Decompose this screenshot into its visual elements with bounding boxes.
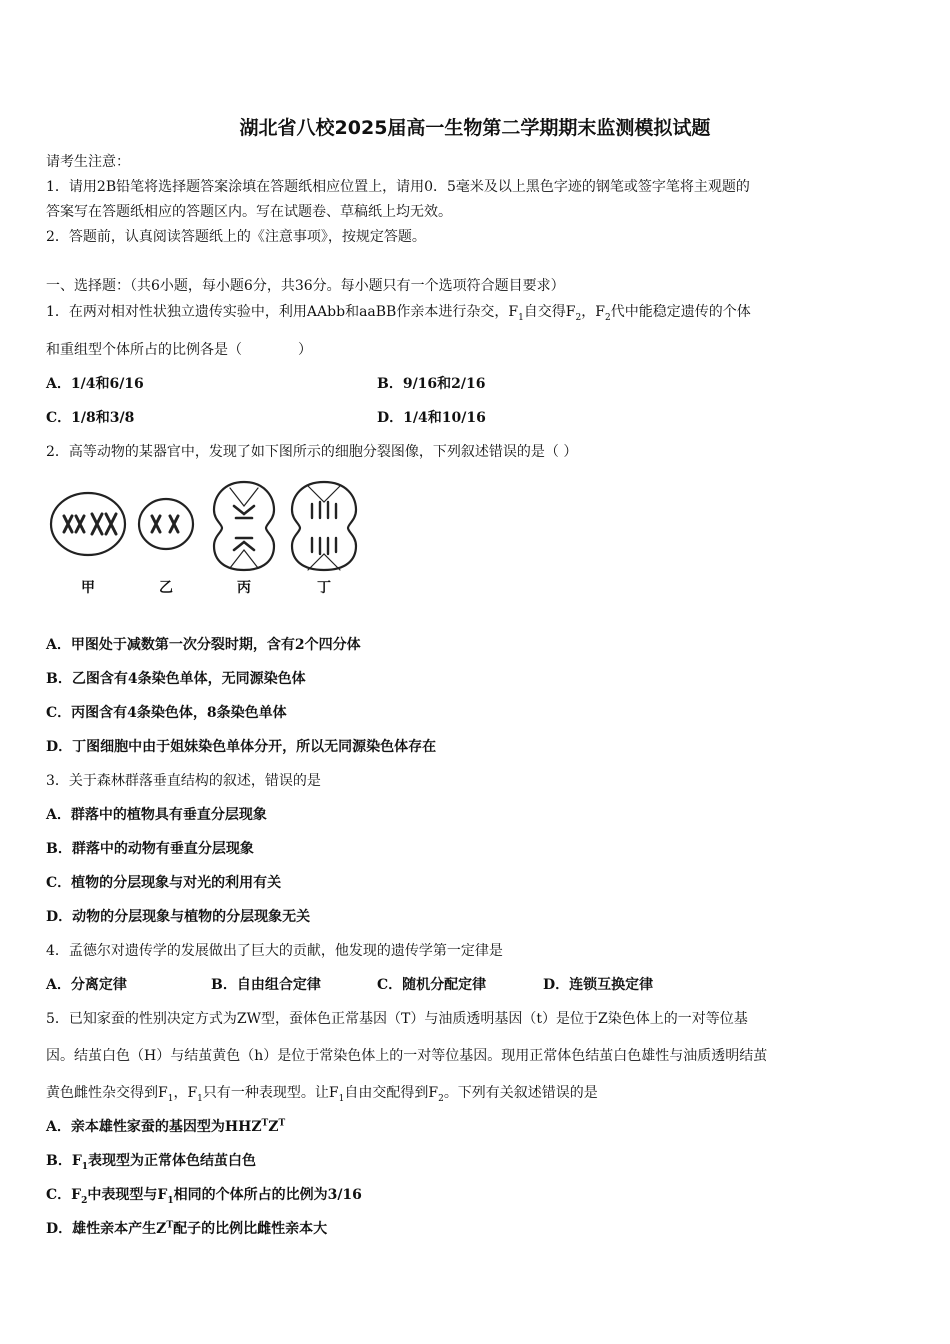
question-5-stem-line-3: 黄色雌性杂交得到$F_1$，$F_1$只有一种表现型。让$F_1$自由交配得到$F_2$。下列有关叙述错误的是 [46,1085,598,1104]
figure-label-ding: 丁 [317,580,331,596]
question-3-stem: 3．关于森林群落垂直结构的叙述，错误的是 [46,773,321,789]
cell-yi [139,499,193,549]
q5-option-a[interactable]: A．亲本雄性家蚕的基因型为$HHZ^TZ^T$ [46,1118,286,1135]
cell-ding [292,482,356,570]
q4-option-a[interactable]: A．分离定律 [46,977,127,993]
q1-option-b[interactable]: B．9/16和2/16 [377,376,486,392]
figure-label-jia: 甲 [81,580,95,596]
q4-option-c[interactable]: C．随机分配定律 [377,977,487,993]
question-number: 5． [46,1011,69,1027]
question-number: 3． [46,773,69,789]
q2-option-b[interactable]: B．乙图含有4条染色单体，无同源染色体 [46,671,306,687]
q5-option-b[interactable]: B．$F_1$表现型为正常体色结茧白色 [46,1153,257,1172]
question-5-stem: 5．已知家蚕的性别决定方式为ZW型，蚕体色正常基因（T）与油质透明基因（t）是位于Z染色体上的一对等位基 [46,1011,748,1027]
question-1-stem: 1．在两对相对性状独立遗传实验中，利用AAbb和aaBB作亲本进行杂交，$F_1$自交得$F_2$，$F_2$代中能稳定遗传的个体 [46,304,751,323]
q3-option-c[interactable]: C．植物的分层现象与对光的利用有关 [46,875,282,891]
notice-heading: 请考生注意： [46,154,130,170]
cell-division-figure [44,478,364,598]
q2-option-c[interactable]: C．丙图含有4条染色体，8条染色单体 [46,705,287,721]
q1-option-d[interactable]: D．1/4和10/16 [377,410,486,426]
q5-option-d[interactable]: D．雄性亲本产生$Z^T$配子的比例比雌性亲本大 [46,1220,328,1237]
cell-jia [51,493,125,555]
q4-option-b[interactable]: B．自由组合定律 [211,977,321,993]
q4-option-d[interactable]: D．连锁互换定律 [543,977,654,993]
notice-line-1: 1．请用2B铅笔将选择题答案涂填在答题纸相应位置上，请用0．5毫米及以上黑色字迹的钢笔或签字笔将主观题的 [46,179,750,195]
q1-option-c[interactable]: C．1/8和3/8 [46,410,135,426]
section-heading: 一、选择题：（共6小题，每小题6分，共36分。每小题只有一个选项符合题目要求） [46,278,565,294]
question-number: 2． [46,444,69,460]
q3-option-a[interactable]: A．群落中的植物具有垂直分层现象 [46,807,267,823]
q3-option-b[interactable]: B．群落中的动物有垂直分层现象 [46,841,254,857]
question-1-stem-line-2: 和重组型个体所占的比例各是（ ） [46,342,312,358]
q3-option-d[interactable]: D．动物的分层现象与植物的分层现象无关 [46,909,311,925]
question-number: 1． [46,304,69,320]
q2-option-a[interactable]: A．甲图处于减数第一次分裂时期，含有2个四分体 [46,637,361,653]
q5-option-c[interactable]: C．$F_2$中表现型与$F_1$相同的个体所占的比例为3/16 [46,1187,362,1206]
figure-label-yi: 乙 [159,580,173,596]
question-2-stem: 2．高等动物的某器官中，发现了如下图所示的细胞分裂图像，下列叙述错误的是（ ） [46,444,578,460]
q2-option-d[interactable]: D．丁图细胞中由于姐妹染色单体分开，所以无同源染色体存在 [46,739,437,755]
figure-label-bing: 丙 [237,580,251,596]
question-4-stem: 4．孟德尔对遗传学的发展做出了巨大的贡献，他发现的遗传学第一定律是 [46,943,503,959]
notice-line-3: 2．答题前，认真阅读答题纸上的《注意事项》，按规定答题。 [46,229,426,245]
cell-bing [214,482,274,570]
page-title: 湖北省八校2025届高一生物第二学期期末监测模拟试题 [239,117,711,139]
notice-line-2: 答案写在答题纸相应的答题区内。写在试题卷、草稿纸上均无效。 [46,204,452,220]
q1-option-a[interactable]: A．1/4和6/16 [46,376,144,392]
question-5-stem-line-2: 因。结茧白色（H）与结茧黄色（h）是位于常染色体上的一对等位基因。现用正常体色结茧白色雄性与油质透明结茧 [46,1048,768,1064]
question-number: 4． [46,943,69,959]
